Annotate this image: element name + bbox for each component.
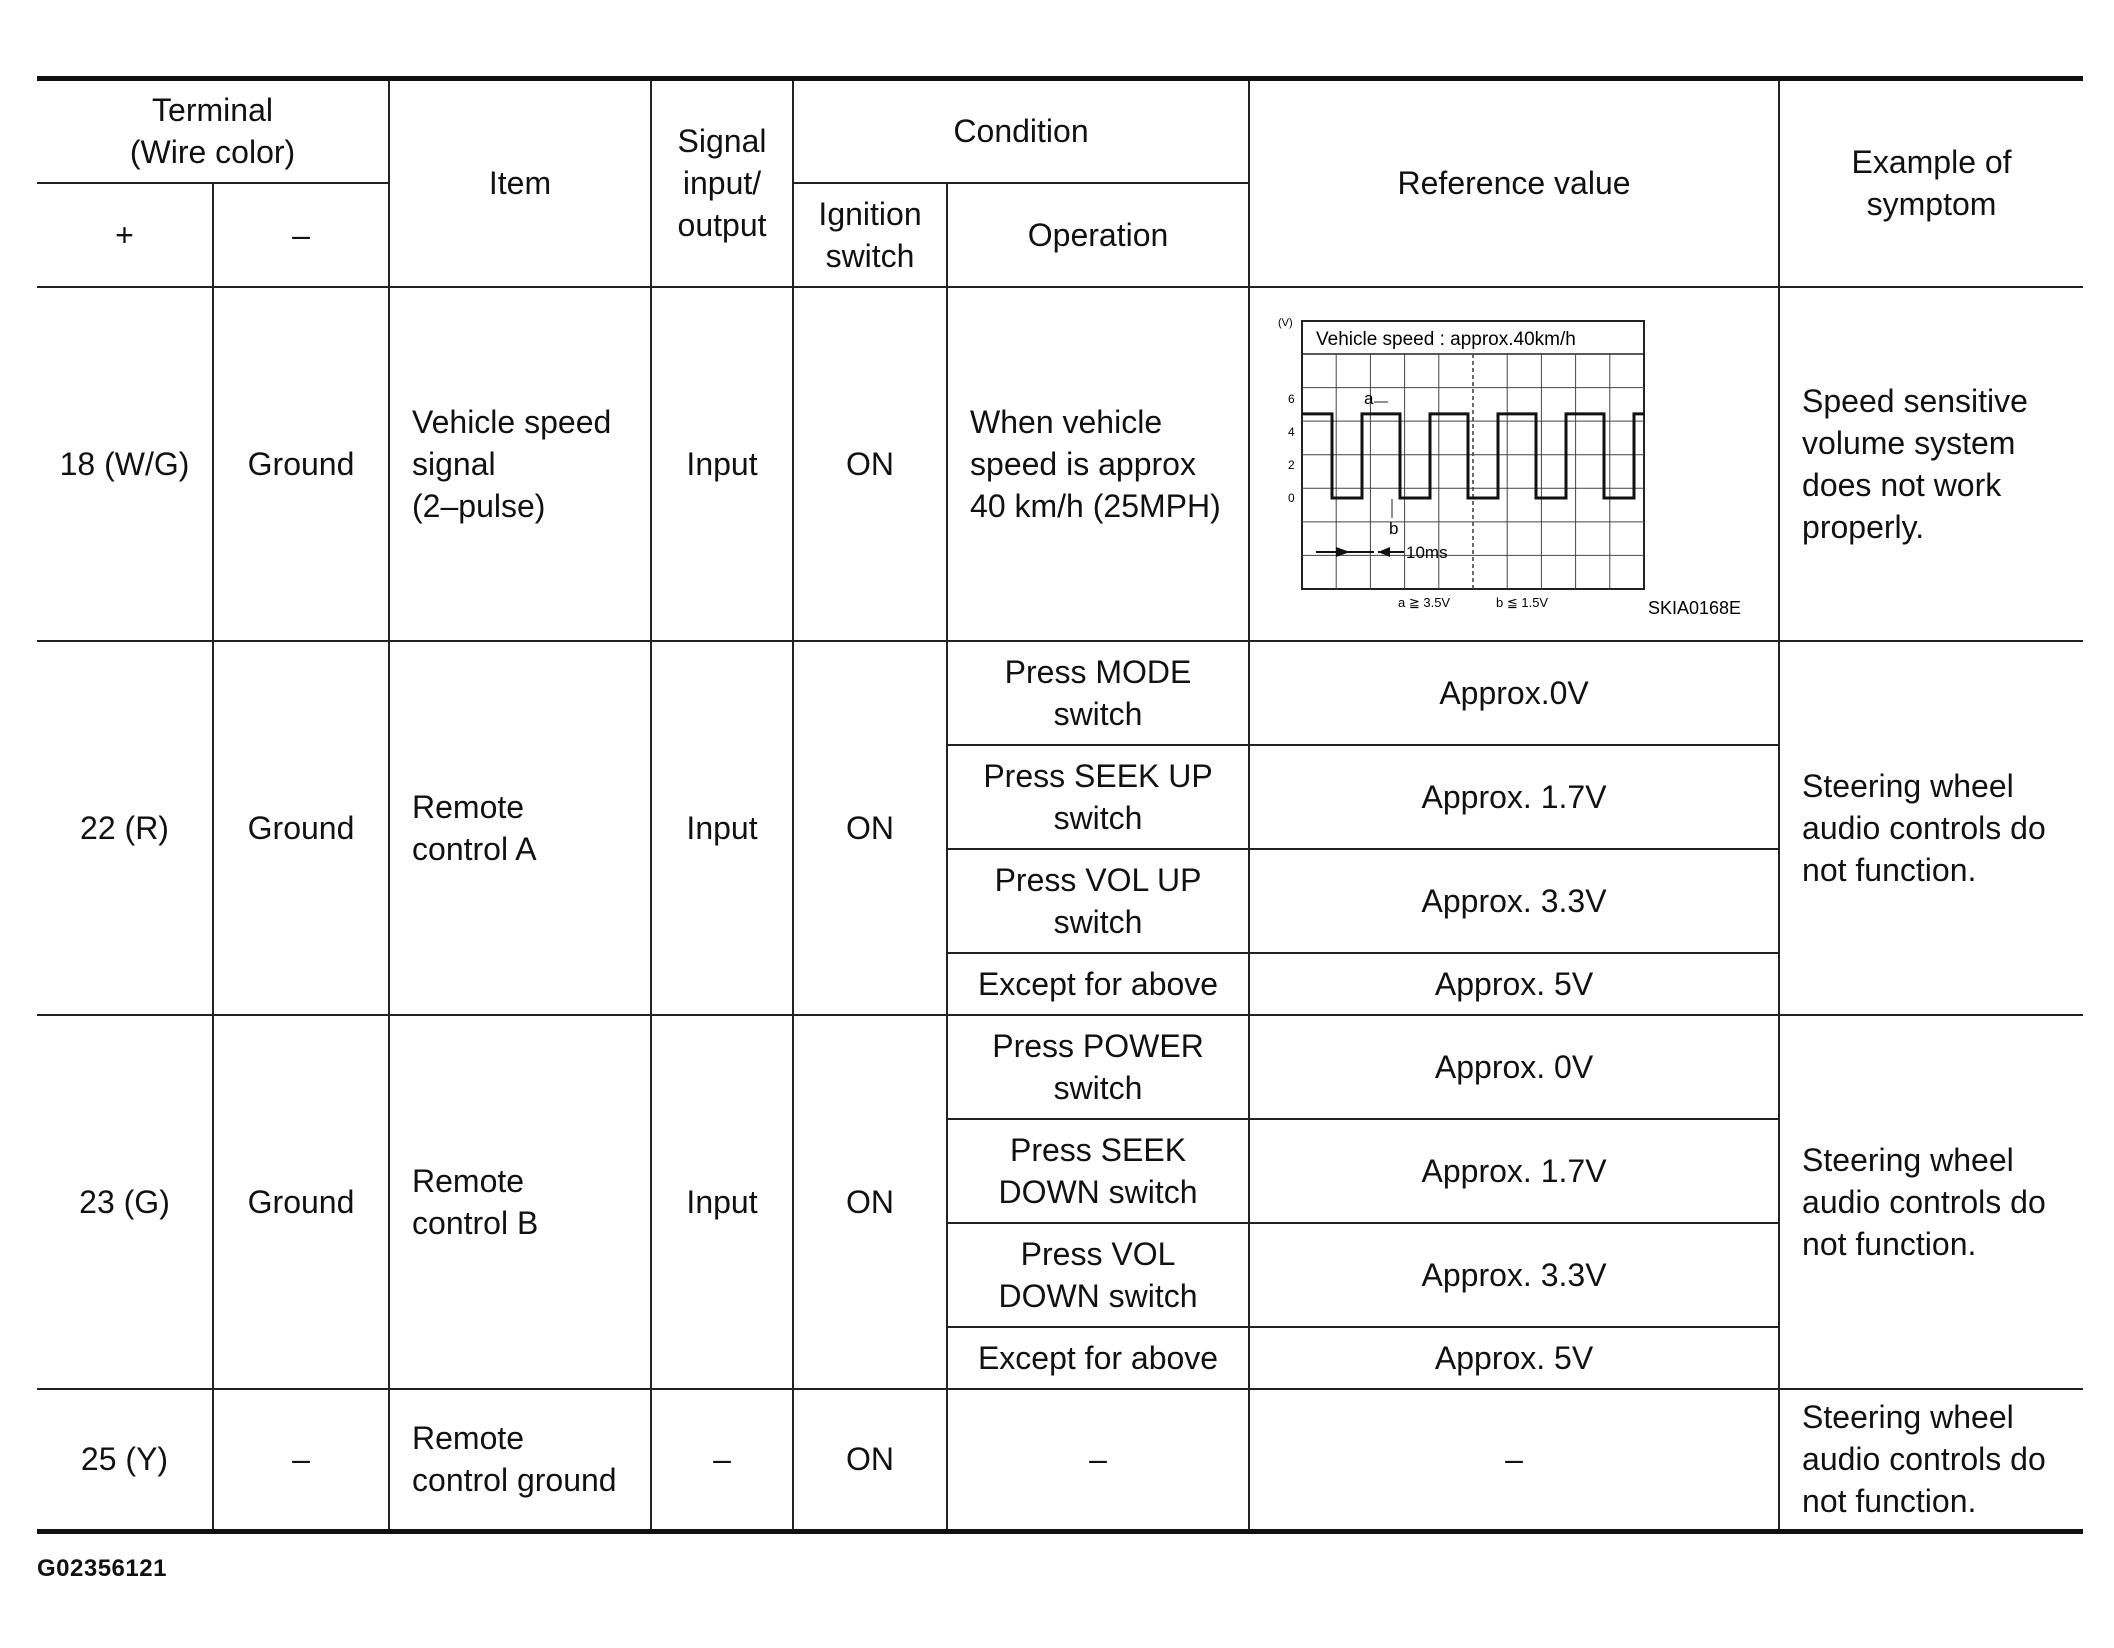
header-item: Item [389, 79, 651, 287]
terminal-spec-table [37, 76, 2083, 1534]
header-reference-value: Reference value [1249, 79, 1779, 287]
label-a: a [1364, 388, 1374, 408]
terminal-plus: 18 (W/G) [37, 287, 213, 641]
legend-b: b ≦ 1.5V [1496, 594, 1549, 610]
header-minus: – [213, 183, 389, 287]
operation-cell: Press SEEK UP switch [947, 745, 1249, 849]
table-row [37, 641, 2083, 745]
operation-cell: Press SEEK DOWN switch [947, 1119, 1249, 1223]
operation-cell: Press VOL DOWN switch [947, 1223, 1249, 1327]
terminal-plus: 22 (R) [37, 641, 213, 1015]
terminal-minus: Ground [213, 287, 389, 641]
ignition-cell: ON [793, 1015, 947, 1389]
item-cell: Remote control A [389, 641, 651, 1015]
terminal-plus: 23 (G) [37, 1015, 213, 1389]
symptom-cell: Steering wheel audio controls do not function. [1779, 1015, 2083, 1389]
scope-grid [1302, 354, 1644, 589]
reference-value-cell: Approx. 5V [1249, 953, 1779, 1015]
table-row [37, 1389, 2083, 1532]
scope-unit: (V) [1278, 316, 1293, 329]
reference-value-cell: Approx. 5V [1249, 1327, 1779, 1389]
table-row [37, 287, 2083, 641]
reference-value-cell: Approx. 1.7V [1249, 745, 1779, 849]
y-tick-4: 4 [1288, 424, 1295, 439]
y-tick-0: 0 [1288, 490, 1295, 505]
reference-value-cell: Approx. 1.7V [1249, 1119, 1779, 1223]
figure-code: SKIA0168E [1648, 597, 1742, 618]
reference-value-cell: Approx. 3.3V [1249, 1223, 1779, 1327]
y-tick-6: 6 [1288, 391, 1295, 406]
ignition-cell: ON [793, 1389, 947, 1532]
reference-value-cell: – [1249, 1389, 1779, 1532]
header-signal-io: Signal input/ output [651, 79, 793, 287]
header-ignition-switch: Ignition switch [793, 183, 947, 287]
label-b: b [1389, 518, 1399, 538]
header-operation: Operation [947, 183, 1249, 287]
header-plus: + [37, 183, 213, 287]
signal-cell: Input [651, 641, 793, 1015]
terminal-minus: Ground [213, 641, 389, 1015]
terminal-minus: – [213, 1389, 389, 1532]
header-terminal: Terminal (Wire color) [37, 79, 389, 183]
signal-cell: Input [651, 1015, 793, 1389]
y-tick-2: 2 [1288, 457, 1295, 472]
figure-id: G02356121 [37, 1555, 167, 1582]
scope-title: Vehicle speed : approx.40km/h [1316, 328, 1576, 350]
reference-waveform-cell [1249, 287, 1779, 641]
signal-cell: Input [651, 287, 793, 641]
table-row [37, 1015, 2083, 1119]
terminal-plus: 25 (Y) [37, 1389, 213, 1532]
signal-cell: – [651, 1389, 793, 1532]
operation-cell: Press VOL UP switch [947, 849, 1249, 953]
reference-value-cell: Approx. 3.3V [1249, 849, 1779, 953]
legend-a: a ≧ 3.5V [1398, 594, 1451, 610]
ignition-cell: ON [793, 641, 947, 1015]
symptom-cell: Steering wheel audio controls do not function. [1779, 641, 2083, 1015]
operation-cell: When vehicle speed is approx 40 km/h (25MPH) [947, 287, 1249, 641]
ignition-cell: ON [793, 287, 947, 641]
operation-cell: Except for above [947, 1327, 1249, 1389]
operation-cell: – [947, 1389, 1249, 1532]
oscilloscope-figure [1264, 304, 1764, 624]
item-cell: Vehicle speed signal (2–pulse) [389, 287, 651, 641]
terminal-minus: Ground [213, 1015, 389, 1389]
operation-cell: Press POWER switch [947, 1015, 1249, 1119]
operation-cell: Except for above [947, 953, 1249, 1015]
header-condition: Condition [793, 79, 1249, 183]
period-label: 10ms [1406, 542, 1448, 562]
symptom-cell: Speed sensitive volume system does not work properly. [1779, 287, 2083, 641]
scope-y-ticks [1288, 392, 1295, 505]
reference-value-cell: Approx. 0V [1249, 1015, 1779, 1119]
item-cell: Remote control B [389, 1015, 651, 1389]
reference-value-cell: Approx.0V [1249, 641, 1779, 745]
item-cell: Remote control ground [389, 1389, 651, 1532]
header-example-symptom: Example of symptom [1779, 79, 2083, 287]
operation-cell: Press MODE switch [947, 641, 1249, 745]
symptom-cell: Steering wheel audio controls do not function. [1779, 1389, 2083, 1532]
oscilloscope-svg [1264, 304, 1764, 624]
